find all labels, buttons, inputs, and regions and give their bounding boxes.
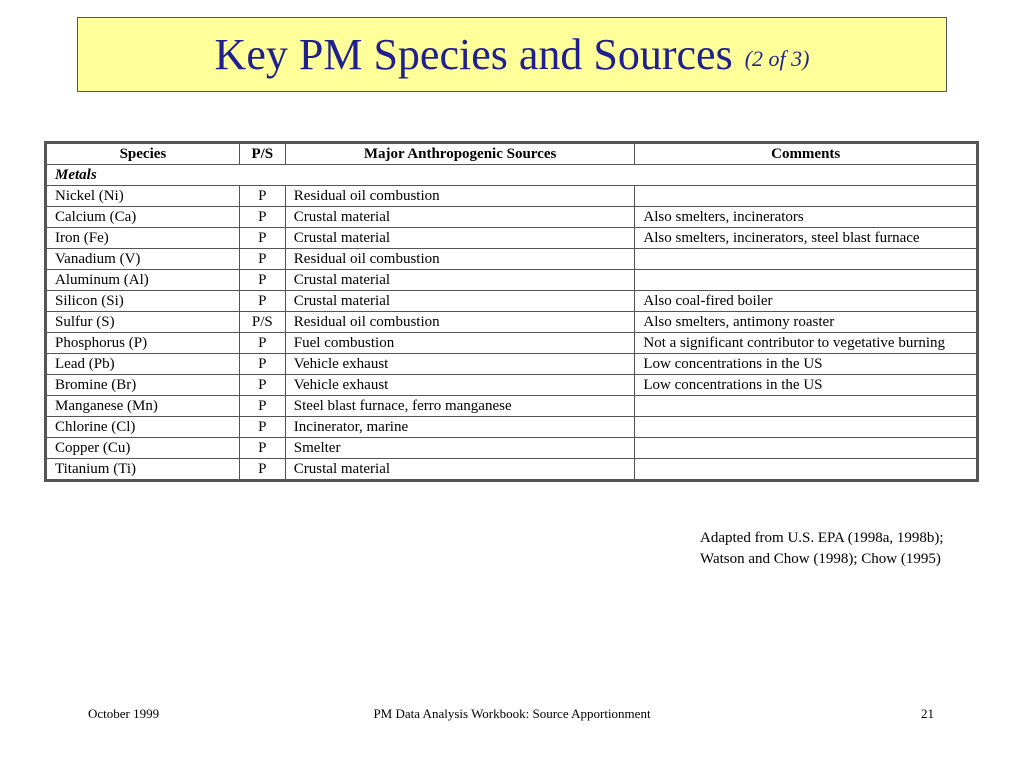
cell-sources: Crustal material: [285, 228, 635, 249]
cell-comments: Also smelters, antimony roaster: [635, 312, 977, 333]
cell-sources: Incinerator, marine: [285, 417, 635, 438]
cell-comments: [635, 249, 977, 270]
cell-species: Chlorine (Cl): [47, 417, 240, 438]
footer-page-number: 21: [921, 706, 934, 721]
cell-ps: P: [239, 417, 285, 438]
table-row: [47, 459, 977, 480]
cell-sources: Residual oil combustion: [285, 186, 635, 207]
header-sources: Major Anthropogenic Sources: [285, 144, 635, 165]
slide-title: Key PM Species and Sources: [214, 30, 733, 79]
cell-ps: P: [239, 207, 285, 228]
table-row: [47, 249, 977, 270]
table-row: [47, 354, 977, 375]
cell-sources: Steel blast furnace, ferro manganese: [285, 396, 635, 417]
table-row: [47, 228, 977, 249]
cell-sources: Crustal material: [285, 291, 635, 312]
cell-sources: Crustal material: [285, 207, 635, 228]
cell-sources: Residual oil combustion: [285, 249, 635, 270]
cell-ps: P: [239, 186, 285, 207]
cell-species: Phosphorus (P): [47, 333, 240, 354]
cell-species: Nickel (Ni): [47, 186, 240, 207]
cell-comments: [635, 438, 977, 459]
citation-line-2: Watson and Chow (1998); Chow (1995): [700, 551, 941, 567]
citation-line-1: Adapted from U.S. EPA (1998a, 1998b);: [700, 530, 944, 546]
cell-comments: Also coal-fired boiler: [635, 291, 977, 312]
cell-ps: P: [239, 438, 285, 459]
group-row: [47, 165, 977, 186]
footer-date: October 1999: [88, 706, 160, 721]
footer-title: PM Data Analysis Workbook: Source Apportionment: [373, 706, 651, 721]
cell-species: Iron (Fe): [47, 228, 240, 249]
cell-sources: Crustal material: [285, 270, 635, 291]
cell-species: Bromine (Br): [47, 375, 240, 396]
slide-subtitle: (2 of 3): [744, 45, 810, 71]
header-comments: Comments: [635, 144, 977, 165]
cell-sources: Residual oil combustion: [285, 312, 635, 333]
cell-sources: Smelter: [285, 438, 635, 459]
table-row: [47, 375, 977, 396]
cell-species: Sulfur (S): [47, 312, 240, 333]
citation: [700, 528, 944, 570]
cell-comments: [635, 270, 977, 291]
cell-ps: P: [239, 291, 285, 312]
cell-comments: Low concentrations in the US: [635, 375, 977, 396]
cell-comments: Also smelters, incinerators: [635, 207, 977, 228]
cell-species: Aluminum (Al): [47, 270, 240, 291]
cell-ps: P: [239, 270, 285, 291]
header-species: Species: [47, 144, 240, 165]
cell-ps: P: [239, 354, 285, 375]
table-row: [47, 207, 977, 228]
cell-species: Calcium (Ca): [47, 207, 240, 228]
cell-sources: Fuel combustion: [285, 333, 635, 354]
header-ps: P/S: [239, 144, 285, 165]
table-row: [47, 396, 977, 417]
cell-species: Manganese (Mn): [47, 396, 240, 417]
cell-sources: Crustal material: [285, 459, 635, 480]
cell-comments: Low concentrations in the US: [635, 354, 977, 375]
table-row: [47, 438, 977, 459]
cell-species: Copper (Cu): [47, 438, 240, 459]
cell-comments: [635, 396, 977, 417]
cell-comments: [635, 459, 977, 480]
group-label: Metals: [47, 165, 977, 186]
cell-ps: P: [239, 459, 285, 480]
table-row: [47, 417, 977, 438]
cell-sources: Vehicle exhaust: [285, 375, 635, 396]
species-table-container: [44, 141, 979, 482]
table-header-row: [47, 144, 977, 165]
cell-ps: P: [239, 396, 285, 417]
title-box: [77, 17, 947, 92]
cell-species: Titanium (Ti): [47, 459, 240, 480]
table-row: [47, 270, 977, 291]
cell-comments: Also smelters, incinerators, steel blast furnace: [635, 228, 977, 249]
cell-comments: Not a significant contributor to vegetative burning: [635, 333, 977, 354]
cell-species: Vanadium (V): [47, 249, 240, 270]
table-body: [47, 165, 977, 480]
species-table: [46, 143, 977, 480]
cell-ps: P/S: [239, 312, 285, 333]
table-row: [47, 312, 977, 333]
cell-ps: P: [239, 228, 285, 249]
table-row: [47, 291, 977, 312]
cell-species: Lead (Pb): [47, 354, 240, 375]
cell-sources: Vehicle exhaust: [285, 354, 635, 375]
cell-comments: [635, 186, 977, 207]
cell-comments: [635, 417, 977, 438]
cell-species: Silicon (Si): [47, 291, 240, 312]
table-row: [47, 186, 977, 207]
cell-ps: P: [239, 249, 285, 270]
cell-ps: P: [239, 333, 285, 354]
cell-ps: P: [239, 375, 285, 396]
table-row: [47, 333, 977, 354]
